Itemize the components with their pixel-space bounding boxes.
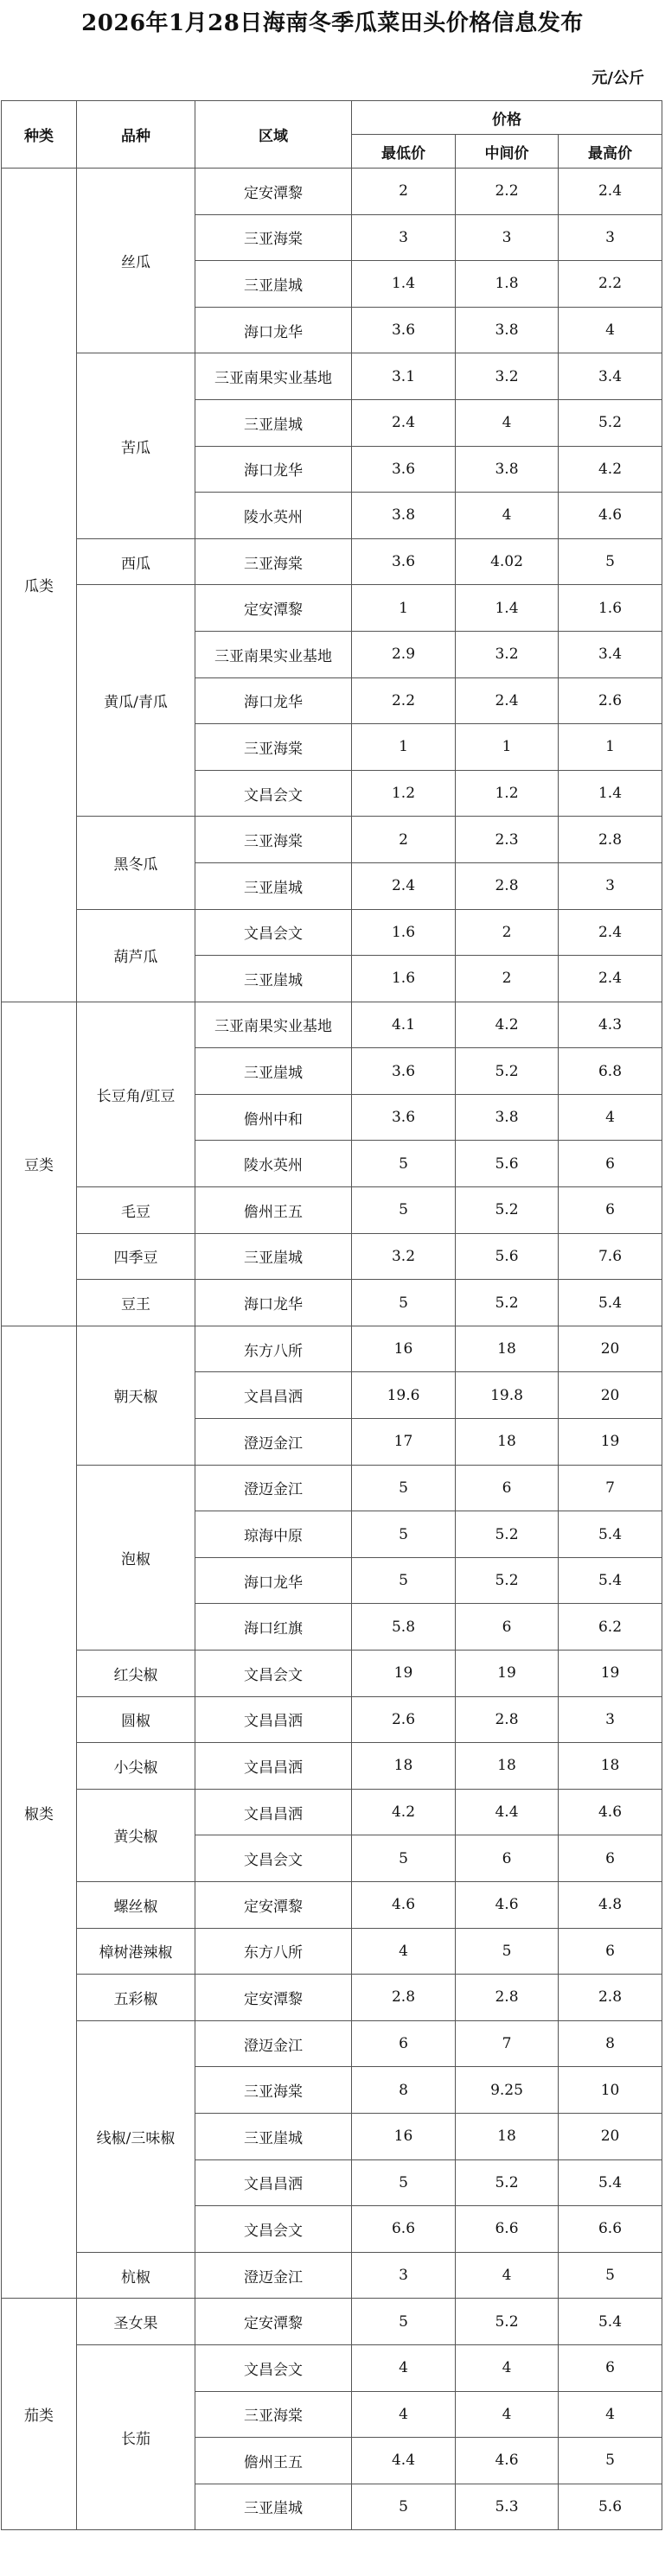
min-cell: 1.6 bbox=[352, 956, 456, 1002]
region-cell: 海口龙华 bbox=[195, 1557, 352, 1604]
variety-cell: 红尖椒 bbox=[77, 1651, 195, 1697]
min-cell: 5 bbox=[352, 1141, 456, 1187]
region-cell: 三亚崖城 bbox=[195, 1233, 352, 1280]
min-cell: 18 bbox=[352, 1743, 456, 1790]
table-body bbox=[2, 169, 662, 2530]
max-cell: 19 bbox=[559, 1651, 662, 1697]
region-cell: 澄迈金江 bbox=[195, 1465, 352, 1511]
min-cell: 17 bbox=[352, 1419, 456, 1466]
region-cell: 文昌会文 bbox=[195, 1835, 352, 1882]
table-row bbox=[2, 1789, 662, 1835]
max-cell: 6 bbox=[559, 1835, 662, 1882]
header-region: 区域 bbox=[195, 101, 352, 169]
region-cell: 海口龙华 bbox=[195, 446, 352, 493]
region-cell: 儋州王五 bbox=[195, 2438, 352, 2484]
table-row bbox=[2, 1881, 662, 1928]
mid-cell: 18 bbox=[456, 1743, 559, 1790]
max-cell: 5 bbox=[559, 538, 662, 585]
max-cell: 19 bbox=[559, 1419, 662, 1466]
max-cell: 6.8 bbox=[559, 1048, 662, 1095]
region-cell: 东方八所 bbox=[195, 1928, 352, 1975]
min-cell: 2.9 bbox=[352, 631, 456, 677]
max-cell: 6.2 bbox=[559, 1604, 662, 1651]
min-cell: 3.6 bbox=[352, 538, 456, 585]
max-cell: 8 bbox=[559, 2020, 662, 2067]
min-cell: 5 bbox=[352, 2159, 456, 2206]
min-cell: 4.1 bbox=[352, 1002, 456, 1048]
table-row bbox=[2, 538, 662, 585]
variety-cell: 四季豆 bbox=[77, 1233, 195, 1280]
max-cell: 7.6 bbox=[559, 1233, 662, 1280]
table-row bbox=[2, 353, 662, 400]
mid-cell: 3.8 bbox=[456, 1094, 559, 1141]
mid-cell: 1.4 bbox=[456, 585, 559, 632]
max-cell: 6.6 bbox=[559, 2206, 662, 2253]
region-cell: 三亚海棠 bbox=[195, 817, 352, 863]
mid-cell: 5.6 bbox=[456, 1141, 559, 1187]
max-cell: 20 bbox=[559, 1372, 662, 1419]
max-cell: 4.2 bbox=[559, 446, 662, 493]
mid-cell: 3.8 bbox=[456, 446, 559, 493]
mid-cell: 5.3 bbox=[456, 2484, 559, 2530]
min-cell: 3.6 bbox=[352, 446, 456, 493]
mid-cell: 6 bbox=[456, 1465, 559, 1511]
max-cell: 4.3 bbox=[559, 1002, 662, 1048]
variety-cell: 长茄 bbox=[77, 2344, 195, 2529]
table-row bbox=[2, 1465, 662, 1511]
mid-cell: 5.2 bbox=[456, 1048, 559, 1095]
table-row bbox=[2, 1696, 662, 1743]
table-row bbox=[2, 817, 662, 863]
mid-cell: 4 bbox=[456, 2344, 559, 2391]
max-cell: 7 bbox=[559, 1465, 662, 1511]
region-cell: 定安潭黎 bbox=[195, 1881, 352, 1928]
region-cell: 文昌昌洒 bbox=[195, 1372, 352, 1419]
min-cell: 2 bbox=[352, 169, 456, 215]
mid-cell: 6.6 bbox=[456, 2206, 559, 2253]
mid-cell: 4.02 bbox=[456, 538, 559, 585]
mid-cell: 4.6 bbox=[456, 2438, 559, 2484]
region-cell: 三亚崖城 bbox=[195, 1048, 352, 1095]
max-cell: 4.6 bbox=[559, 493, 662, 539]
table-row bbox=[2, 2344, 662, 2391]
table-row bbox=[2, 1743, 662, 1790]
max-cell: 5 bbox=[559, 2252, 662, 2299]
min-cell: 19.6 bbox=[352, 1372, 456, 1419]
min-cell: 5 bbox=[352, 1511, 456, 1558]
mid-cell: 2 bbox=[456, 956, 559, 1002]
region-cell: 文昌会文 bbox=[195, 1651, 352, 1697]
max-cell: 6 bbox=[559, 1141, 662, 1187]
region-cell: 海口龙华 bbox=[195, 677, 352, 724]
type-cell: 椒类 bbox=[2, 1326, 77, 2298]
table-row bbox=[2, 2252, 662, 2299]
region-cell: 三亚崖城 bbox=[195, 956, 352, 1002]
mid-cell: 5.2 bbox=[456, 1511, 559, 1558]
max-cell: 2.4 bbox=[559, 909, 662, 956]
table-row bbox=[2, 1975, 662, 2021]
region-cell: 文昌会文 bbox=[195, 770, 352, 817]
variety-cell: 葫芦瓜 bbox=[77, 909, 195, 1002]
mid-cell: 1.2 bbox=[456, 770, 559, 817]
max-cell: 6 bbox=[559, 1187, 662, 1234]
max-cell: 6 bbox=[559, 2344, 662, 2391]
max-cell: 2.4 bbox=[559, 169, 662, 215]
region-cell: 定安潭黎 bbox=[195, 1975, 352, 2021]
price-table bbox=[1, 100, 662, 2530]
mid-cell: 18 bbox=[456, 1419, 559, 1466]
max-cell: 5.4 bbox=[559, 2159, 662, 2206]
min-cell: 19 bbox=[352, 1651, 456, 1697]
variety-cell: 黑冬瓜 bbox=[77, 817, 195, 909]
mid-cell: 2.8 bbox=[456, 1975, 559, 2021]
min-cell: 5 bbox=[352, 2484, 456, 2530]
mid-cell: 5 bbox=[456, 1928, 559, 1975]
table-row bbox=[2, 585, 662, 632]
region-cell: 三亚南果实业基地 bbox=[195, 353, 352, 400]
header-min: 最低价 bbox=[352, 135, 456, 169]
region-cell: 海口龙华 bbox=[195, 307, 352, 353]
mid-cell: 3.2 bbox=[456, 353, 559, 400]
region-cell: 文昌会文 bbox=[195, 2206, 352, 2253]
region-cell: 儋州王五 bbox=[195, 1187, 352, 1234]
min-cell: 2.4 bbox=[352, 862, 456, 909]
variety-cell: 圆椒 bbox=[77, 1696, 195, 1743]
min-cell: 3.8 bbox=[352, 493, 456, 539]
max-cell: 2.2 bbox=[559, 261, 662, 308]
mid-cell: 2.2 bbox=[456, 169, 559, 215]
max-cell: 4 bbox=[559, 2391, 662, 2438]
region-cell: 澄迈金江 bbox=[195, 2020, 352, 2067]
mid-cell: 3 bbox=[456, 214, 559, 261]
max-cell: 3.4 bbox=[559, 353, 662, 400]
min-cell: 3.6 bbox=[352, 307, 456, 353]
max-cell: 3 bbox=[559, 214, 662, 261]
region-cell: 文昌会文 bbox=[195, 2344, 352, 2391]
max-cell: 20 bbox=[559, 1326, 662, 1372]
max-cell: 2.6 bbox=[559, 677, 662, 724]
region-cell: 三亚海棠 bbox=[195, 214, 352, 261]
max-cell: 1 bbox=[559, 724, 662, 771]
table-row bbox=[2, 1002, 662, 1048]
min-cell: 1.2 bbox=[352, 770, 456, 817]
region-cell: 三亚南果实业基地 bbox=[195, 631, 352, 677]
min-cell: 5 bbox=[352, 1465, 456, 1511]
max-cell: 1.4 bbox=[559, 770, 662, 817]
max-cell: 5.6 bbox=[559, 2484, 662, 2530]
max-cell: 3 bbox=[559, 1696, 662, 1743]
header-mid: 中间价 bbox=[456, 135, 559, 169]
min-cell: 2 bbox=[352, 817, 456, 863]
variety-cell: 螺丝椒 bbox=[77, 1881, 195, 1928]
region-cell: 陵水英州 bbox=[195, 1141, 352, 1187]
variety-cell: 杭椒 bbox=[77, 2252, 195, 2299]
mid-cell: 3.8 bbox=[456, 307, 559, 353]
region-cell: 定安潭黎 bbox=[195, 2299, 352, 2345]
min-cell: 3 bbox=[352, 214, 456, 261]
page-title: 2026年1月28日海南冬季瓜菜田头价格信息发布 bbox=[81, 10, 584, 36]
table-row bbox=[2, 1233, 662, 1280]
region-cell: 海口龙华 bbox=[195, 1280, 352, 1326]
region-cell: 三亚海棠 bbox=[195, 538, 352, 585]
max-cell: 20 bbox=[559, 2113, 662, 2159]
header-variety: 品种 bbox=[77, 101, 195, 169]
max-cell: 5.4 bbox=[559, 1280, 662, 1326]
region-cell: 三亚崖城 bbox=[195, 261, 352, 308]
mid-cell: 5.2 bbox=[456, 1187, 559, 1234]
min-cell: 4 bbox=[352, 1928, 456, 1975]
mid-cell: 19 bbox=[456, 1651, 559, 1697]
max-cell: 4.8 bbox=[559, 1881, 662, 1928]
variety-cell: 朝天椒 bbox=[77, 1326, 195, 1465]
mid-cell: 18 bbox=[456, 2113, 559, 2159]
variety-cell: 黄尖椒 bbox=[77, 1789, 195, 1881]
mid-cell: 2.4 bbox=[456, 677, 559, 724]
max-cell: 5.2 bbox=[559, 399, 662, 446]
min-cell: 3 bbox=[352, 2252, 456, 2299]
max-cell: 5.4 bbox=[559, 1557, 662, 1604]
variety-cell: 苦瓜 bbox=[77, 353, 195, 538]
min-cell: 1.4 bbox=[352, 261, 456, 308]
mid-cell: 4 bbox=[456, 399, 559, 446]
mid-cell: 5.2 bbox=[456, 2299, 559, 2345]
region-cell: 三亚崖城 bbox=[195, 862, 352, 909]
min-cell: 4 bbox=[352, 2391, 456, 2438]
variety-cell: 泡椒 bbox=[77, 1465, 195, 1650]
min-cell: 4.2 bbox=[352, 1789, 456, 1835]
max-cell: 18 bbox=[559, 1743, 662, 1790]
region-cell: 三亚海棠 bbox=[195, 724, 352, 771]
mid-cell: 4.6 bbox=[456, 1881, 559, 1928]
max-cell: 4 bbox=[559, 1094, 662, 1141]
variety-cell: 线椒/三味椒 bbox=[77, 2020, 195, 2252]
max-cell: 5 bbox=[559, 2438, 662, 2484]
variety-cell: 五彩椒 bbox=[77, 1975, 195, 2021]
region-cell: 三亚海棠 bbox=[195, 2391, 352, 2438]
min-cell: 6.6 bbox=[352, 2206, 456, 2253]
min-cell: 5 bbox=[352, 1835, 456, 1882]
min-cell: 2.2 bbox=[352, 677, 456, 724]
mid-cell: 19.8 bbox=[456, 1372, 559, 1419]
min-cell: 3.1 bbox=[352, 353, 456, 400]
region-cell: 定安潭黎 bbox=[195, 585, 352, 632]
region-cell: 文昌昌洒 bbox=[195, 1743, 352, 1790]
header-max: 最高价 bbox=[559, 135, 662, 169]
min-cell: 2.6 bbox=[352, 1696, 456, 1743]
mid-cell: 1 bbox=[456, 724, 559, 771]
table-row bbox=[2, 1187, 662, 1234]
min-cell: 3.6 bbox=[352, 1094, 456, 1141]
variety-cell: 毛豆 bbox=[77, 1187, 195, 1234]
table-row bbox=[2, 1928, 662, 1975]
max-cell: 3 bbox=[559, 862, 662, 909]
max-cell: 4 bbox=[559, 307, 662, 353]
region-cell: 文昌昌洒 bbox=[195, 2159, 352, 2206]
mid-cell: 5.6 bbox=[456, 1233, 559, 1280]
min-cell: 5.8 bbox=[352, 1604, 456, 1651]
mid-cell: 7 bbox=[456, 2020, 559, 2067]
region-cell: 三亚海棠 bbox=[195, 2067, 352, 2114]
variety-cell: 长豆角/豇豆 bbox=[77, 1002, 195, 1186]
table-row bbox=[2, 909, 662, 956]
variety-cell: 樟树港辣椒 bbox=[77, 1928, 195, 1975]
type-cell: 豆类 bbox=[2, 1002, 77, 1326]
mid-cell: 1.8 bbox=[456, 261, 559, 308]
table-row bbox=[2, 1280, 662, 1326]
mid-cell: 2.8 bbox=[456, 1696, 559, 1743]
table-row bbox=[2, 2299, 662, 2345]
mid-cell: 6 bbox=[456, 1835, 559, 1882]
region-cell: 澄迈金江 bbox=[195, 1419, 352, 1466]
mid-cell: 3.2 bbox=[456, 631, 559, 677]
region-cell: 三亚崖城 bbox=[195, 399, 352, 446]
region-cell: 海口红旗 bbox=[195, 1604, 352, 1651]
mid-cell: 6 bbox=[456, 1604, 559, 1651]
min-cell: 5 bbox=[352, 2299, 456, 2345]
mid-cell: 2.3 bbox=[456, 817, 559, 863]
header-price: 价格 bbox=[352, 101, 662, 135]
min-cell: 6 bbox=[352, 2020, 456, 2067]
region-cell: 文昌会文 bbox=[195, 909, 352, 956]
min-cell: 16 bbox=[352, 1326, 456, 1372]
table-row bbox=[2, 1326, 662, 1372]
variety-cell: 丝瓜 bbox=[77, 169, 195, 353]
mid-cell: 4 bbox=[456, 2391, 559, 2438]
min-cell: 4.6 bbox=[352, 1881, 456, 1928]
min-cell: 5 bbox=[352, 1557, 456, 1604]
type-cell: 茄类 bbox=[2, 2299, 77, 2530]
mid-cell: 4 bbox=[456, 2252, 559, 2299]
region-cell: 三亚南果实业基地 bbox=[195, 1002, 352, 1048]
region-cell: 儋州中和 bbox=[195, 1094, 352, 1141]
region-cell: 文昌昌洒 bbox=[195, 1696, 352, 1743]
mid-cell: 4.4 bbox=[456, 1789, 559, 1835]
region-cell: 三亚崖城 bbox=[195, 2484, 352, 2530]
min-cell: 4 bbox=[352, 2344, 456, 2391]
max-cell: 3.4 bbox=[559, 631, 662, 677]
mid-cell: 5.2 bbox=[456, 2159, 559, 2206]
mid-cell: 2 bbox=[456, 909, 559, 956]
max-cell: 10 bbox=[559, 2067, 662, 2114]
region-cell: 文昌昌洒 bbox=[195, 1789, 352, 1835]
variety-cell: 小尖椒 bbox=[77, 1743, 195, 1790]
variety-cell: 圣女果 bbox=[77, 2299, 195, 2345]
max-cell: 4.6 bbox=[559, 1789, 662, 1835]
min-cell: 3.6 bbox=[352, 1048, 456, 1095]
min-cell: 16 bbox=[352, 2113, 456, 2159]
min-cell: 2.4 bbox=[352, 399, 456, 446]
min-cell: 3.2 bbox=[352, 1233, 456, 1280]
min-cell: 4.4 bbox=[352, 2438, 456, 2484]
region-cell: 陵水英州 bbox=[195, 493, 352, 539]
max-cell: 5.4 bbox=[559, 2299, 662, 2345]
min-cell: 1 bbox=[352, 585, 456, 632]
min-cell: 5 bbox=[352, 1187, 456, 1234]
table-row bbox=[2, 2020, 662, 2067]
max-cell: 2.8 bbox=[559, 817, 662, 863]
type-cell: 瓜类 bbox=[2, 169, 77, 1002]
region-cell: 定安潭黎 bbox=[195, 169, 352, 215]
region-cell: 东方八所 bbox=[195, 1326, 352, 1372]
region-cell: 三亚崖城 bbox=[195, 2113, 352, 2159]
max-cell: 2.4 bbox=[559, 956, 662, 1002]
table-row bbox=[2, 1651, 662, 1697]
mid-cell: 4.2 bbox=[456, 1002, 559, 1048]
mid-cell: 9.25 bbox=[456, 2067, 559, 2114]
table-row bbox=[2, 169, 662, 215]
max-cell: 2.8 bbox=[559, 1975, 662, 2021]
mid-cell: 18 bbox=[456, 1326, 559, 1372]
region-cell: 澄迈金江 bbox=[195, 2252, 352, 2299]
min-cell: 8 bbox=[352, 2067, 456, 2114]
mid-cell: 5.2 bbox=[456, 1557, 559, 1604]
mid-cell: 5.2 bbox=[456, 1280, 559, 1326]
mid-cell: 2.8 bbox=[456, 862, 559, 909]
region-cell: 琼海中原 bbox=[195, 1511, 352, 1558]
min-cell: 1.6 bbox=[352, 909, 456, 956]
variety-cell: 黄瓜/青瓜 bbox=[77, 585, 195, 817]
min-cell: 5 bbox=[352, 1280, 456, 1326]
min-cell: 1 bbox=[352, 724, 456, 771]
max-cell: 6 bbox=[559, 1928, 662, 1975]
max-cell: 1.6 bbox=[559, 585, 662, 632]
variety-cell: 西瓜 bbox=[77, 538, 195, 585]
header-type: 种类 bbox=[2, 101, 77, 169]
max-cell: 5.4 bbox=[559, 1511, 662, 1558]
min-cell: 2.8 bbox=[352, 1975, 456, 2021]
mid-cell: 4 bbox=[456, 493, 559, 539]
unit-label: 元/公斤 bbox=[591, 69, 644, 87]
variety-cell: 豆王 bbox=[77, 1280, 195, 1326]
